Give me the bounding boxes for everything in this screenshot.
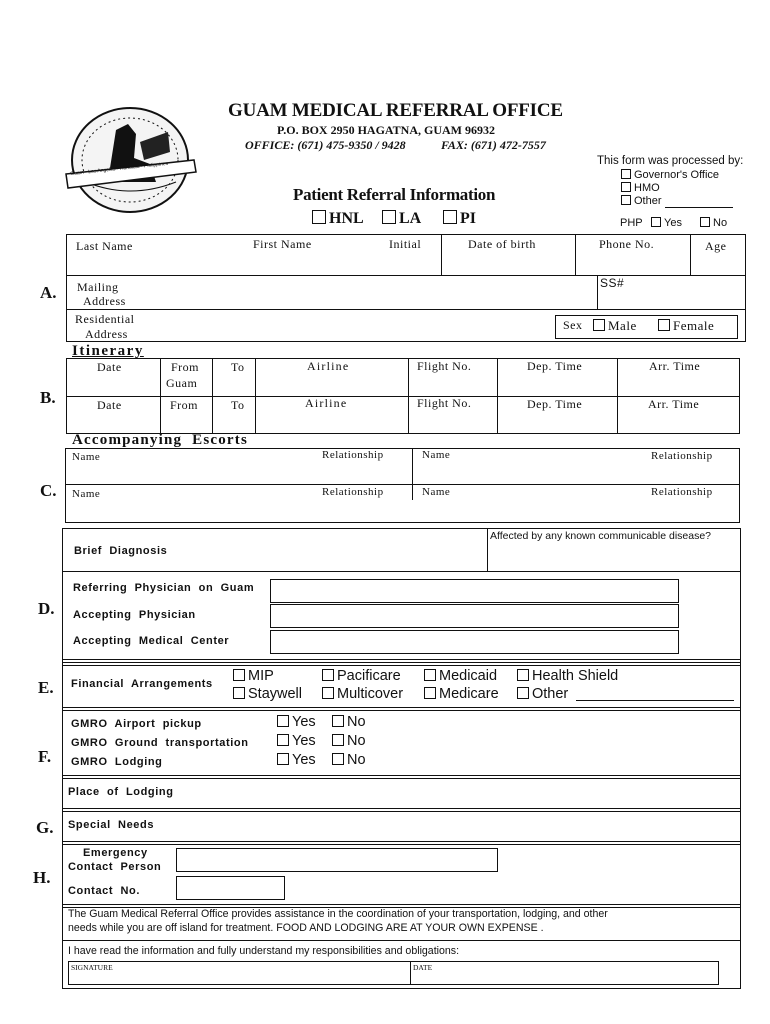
sex-female[interactable]: Female [658,318,714,334]
itin-airline-1: Airline [307,359,350,373]
financial-label: Financial Arrangements [71,678,213,690]
other-line [576,700,734,701]
escorts-block [65,448,740,523]
fin-mip[interactable]: MIP [233,668,274,684]
office-address: P.O. BOX 2950 HAGATNA, GUAM 96932 [277,123,496,137]
other-line [665,207,733,208]
itin-dep-2: Dep. Time [527,397,583,411]
itin-guam-1: Guam [166,376,198,390]
signature-field-date[interactable] [410,961,719,985]
itin-airline-2: Airline [305,396,348,410]
divider [62,571,741,572]
checkbox[interactable] [277,753,289,765]
emergency-label: Emergency [83,847,148,859]
left-rule [62,528,63,988]
section-f-label: F. [38,747,52,766]
checkbox[interactable] [233,669,245,681]
location-la[interactable]: LA [382,210,421,228]
office-phone: OFFICE: (671) 475-9350 / 9428 [245,138,406,152]
divider [62,707,741,711]
processed-title: This form was processed by: [597,155,744,167]
checkbox[interactable] [382,210,396,224]
section-a-label: A. [40,283,57,302]
residential-label-2: Address [85,327,128,341]
mailing-label-2: Address [83,294,126,308]
accepting-center-label: Accepting Medical Center [73,635,230,647]
escort-name-2: Name [422,449,451,461]
form-title: Patient Referral Information [293,185,496,204]
escort-name-3: Name [72,488,101,500]
divider [62,841,741,845]
divider [575,234,576,275]
checkbox[interactable] [517,669,529,681]
escort-rel-2: Relationship [651,450,713,462]
escort-name-1: Name [72,451,101,463]
divider [412,448,413,500]
checkbox[interactable] [424,687,436,699]
divider [62,940,741,941]
checkbox[interactable] [700,217,710,227]
communicable-label: Affected by any known communicable disease? [490,530,712,542]
notice-line-1: The Guam Medical Referral Office provides assistance in the coordination of your transportation, lodging, and other [68,908,608,920]
itin-arr-2: Arr. Time [648,397,700,411]
contact-no-label: Contact No. [68,885,140,897]
checkbox[interactable] [658,319,670,331]
checkbox[interactable] [651,217,661,227]
sex-label: Sex [563,318,583,332]
signature-statement: I have read the information and fully understand my responsibilities and obligations: [68,945,460,957]
escort-rel-4: Relationship [651,486,713,498]
escort-name-4: Name [422,486,451,498]
itin-dep-1: Dep. Time [527,359,583,373]
referring-physician-label: Referring Physician on Guam [73,582,255,594]
fin-pacificare[interactable]: Pacificare [322,668,401,684]
gmro-ground-label: GMRO Ground transportation [71,737,249,749]
divider [497,358,498,434]
checkbox[interactable] [277,715,289,727]
special-needs-label: Special Needs [68,819,155,831]
fin-medicaid[interactable]: Medicaid [424,668,497,684]
referring-physician-field[interactable] [270,579,679,603]
accepting-physician-field[interactable] [270,604,679,628]
accepting-center-field[interactable] [270,630,679,654]
divider [62,808,741,812]
checkbox[interactable] [593,319,605,331]
divider [212,358,213,434]
right-rule [740,528,741,988]
checkbox[interactable] [277,734,289,746]
checkbox[interactable] [332,715,344,727]
divider [62,775,741,779]
fin-other[interactable]: Other [517,686,568,702]
processed-governor[interactable]: Governor's Office [621,169,719,181]
section-d-label: D. [38,599,55,618]
section-h-label: H. [33,868,51,887]
checkbox[interactable] [332,753,344,765]
contact-no-field[interactable] [176,876,285,900]
date-label: DATE [413,963,433,972]
signature-label: SIGNATURE [71,963,113,972]
escorts-title: Accompanying Escorts [72,432,249,448]
initial-label: Initial [389,237,422,251]
divider [66,309,746,310]
itin-arr-1: Arr. Time [649,359,701,373]
itin-from-2: From [170,398,199,412]
accepting-physician-label: Accepting Physician [73,609,196,621]
gmro-lodging-label: GMRO Lodging [71,756,163,768]
processed-hmo[interactable]: HMO [621,182,660,194]
php-yes[interactable]: Yes [651,217,682,229]
office-fax: FAX: (671) 472-7557 [441,138,546,152]
contact-person-field[interactable] [176,848,498,872]
section-g-label: G. [36,818,54,837]
checkbox[interactable] [621,182,631,192]
itin-from-1: From [171,360,200,374]
checkbox[interactable] [233,687,245,699]
checkbox[interactable] [621,169,631,179]
checkbox[interactable] [322,669,334,681]
divider [408,358,409,434]
office-seal [58,102,198,214]
fin-medicare[interactable]: Medicare [424,686,499,702]
checkbox[interactable] [332,734,344,746]
age-label: Age [705,239,727,253]
divider [255,358,256,434]
airport-yes[interactable]: Yes [277,714,316,730]
checkbox[interactable] [312,210,326,224]
dob-label: Date of birth [468,237,536,251]
divider [487,528,488,571]
php-no[interactable]: No [700,217,727,229]
ss-label: SS# [600,276,625,290]
checkbox[interactable] [621,195,631,205]
divider [441,234,442,275]
itin-flight-2: Flight No. [417,396,472,410]
divider [66,396,740,397]
ground-no[interactable]: No [332,733,366,749]
lodging-yes[interactable]: Yes [277,752,316,768]
section-e-label: E. [38,678,54,697]
checkbox[interactable] [424,669,436,681]
divider [62,662,741,666]
location-hnl[interactable]: HNL [312,210,364,228]
divider [160,358,161,434]
office-title: GUAM MEDICAL REFERRAL OFFICE [228,100,563,121]
notice-line-2: needs while you are off island for treatment. FOOD AND LODGING ARE AT YOUR OWN EXPENSE . [68,922,544,934]
checkbox[interactable] [322,687,334,699]
escort-rel-3: Relationship [322,486,384,498]
first-name-label: First Name [253,237,312,251]
section-b-label: B. [40,388,56,407]
gmro-airport-label: GMRO Airport pickup [71,718,202,730]
php-label: PHP [620,217,643,229]
sex-male[interactable]: Male [593,318,637,334]
airport-no[interactable]: No [332,714,366,730]
itin-flight-1: Flight No. [417,359,472,373]
divider [690,234,691,275]
seal-text: Guam • Los Angeles • Honolulu • Philippines [69,160,169,178]
itin-date-1: Date [97,360,122,374]
phone-label: Phone No. [599,237,655,251]
divider [65,484,740,485]
residential-label: Residential [75,312,135,326]
itin-date-2: Date [97,398,122,412]
bottom-rule [62,988,741,989]
escort-rel-1: Relationship [322,449,384,461]
brief-diagnosis-label: Brief Diagnosis [74,545,168,557]
divider [617,358,618,434]
checkbox[interactable] [517,687,529,699]
fin-staywell[interactable]: Staywell [233,686,302,702]
itinerary-title: Itinerary [72,343,144,359]
last-name-label: Last Name [76,239,133,253]
ground-yes[interactable]: Yes [277,733,316,749]
place-of-lodging-label: Place of Lodging [68,786,174,798]
checkbox[interactable] [443,210,457,224]
location-pi[interactable]: PI [443,210,476,228]
processed-other[interactable]: Other [621,195,662,207]
contact-person-label: Contact Person [68,861,162,873]
itin-to-1: To [231,360,245,374]
fin-multicover[interactable]: Multicover [322,686,403,702]
mailing-label: Mailing [77,280,119,294]
itin-to-2: To [231,398,245,412]
lodging-no[interactable]: No [332,752,366,768]
section-c-label: C. [40,481,57,500]
fin-health-shield[interactable]: Health Shield [517,668,618,684]
